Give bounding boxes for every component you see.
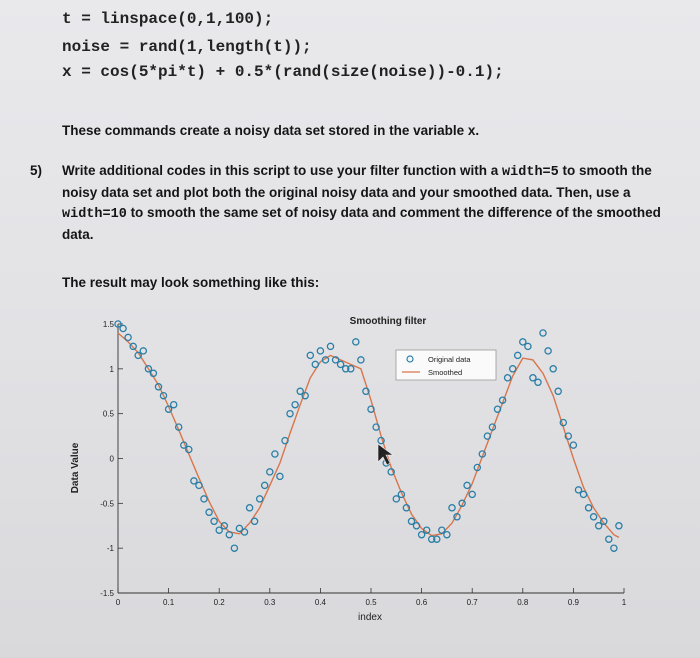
- data-point: [353, 339, 359, 345]
- data-point: [444, 532, 450, 538]
- data-point: [540, 330, 546, 336]
- x-axis-label: index: [358, 612, 382, 623]
- data-point: [591, 514, 597, 520]
- data-point: [171, 402, 177, 408]
- smoothed-line: [118, 333, 619, 537]
- x-tick-label: 0: [115, 598, 121, 607]
- x-tick-label: 0.1: [163, 598, 175, 607]
- data-point: [125, 334, 131, 340]
- data-point: [211, 518, 217, 524]
- y-tick-label: -0.5: [100, 499, 114, 509]
- data-point: [257, 496, 263, 502]
- data-point: [231, 545, 237, 551]
- data-point: [535, 379, 541, 385]
- data-point: [515, 352, 521, 358]
- data-point: [206, 509, 212, 515]
- y-tick-label: -1.5: [100, 589, 114, 598]
- width-5-code: width=5: [502, 165, 559, 180]
- code-line-3: x = cos(5*pi*t) + 0.5*(rand(size(noise))-0.1);: [62, 63, 504, 81]
- data-point: [505, 375, 511, 381]
- data-point: [201, 496, 207, 502]
- data-point: [449, 505, 455, 511]
- data-point: [580, 491, 586, 497]
- original-series: [115, 321, 622, 551]
- x-tick-label: 0.6: [416, 598, 428, 607]
- data-point: [525, 343, 531, 349]
- data-point: [140, 348, 146, 354]
- y-tick-label: 0: [109, 454, 114, 464]
- data-point: [550, 366, 556, 372]
- code-line-2: noise = rand(1,length(t));: [62, 38, 312, 56]
- data-point: [586, 505, 592, 511]
- width-10-code: width=10: [62, 207, 127, 222]
- data-point: [555, 388, 561, 394]
- legend-original-label: Original data: [428, 355, 471, 364]
- y-tick-label: 0.5: [102, 409, 114, 419]
- x-tick-label: 0.3: [264, 598, 276, 607]
- x-tick-label: 0.9: [567, 598, 579, 607]
- data-point: [120, 325, 126, 331]
- data-point: [252, 518, 258, 524]
- data-point: [413, 523, 419, 529]
- data-point: [469, 491, 475, 497]
- data-point: [267, 469, 273, 475]
- x-tick-label: 1: [621, 598, 627, 607]
- cursor-arrow-icon: [378, 444, 393, 465]
- data-point: [287, 411, 293, 417]
- legend-smoothed-label: Smoothed: [428, 368, 463, 377]
- y-tick-label: 1.5: [102, 320, 114, 329]
- chart-axes: [100, 320, 627, 607]
- x-tick-label: 0.2: [213, 598, 225, 607]
- chart-title: Smoothing filter: [349, 316, 427, 327]
- data-point: [241, 529, 247, 535]
- y-axis-label: Data Value: [70, 442, 81, 494]
- data-point: [312, 361, 318, 367]
- question-number: 5): [30, 163, 43, 178]
- x-tick-label: 0.8: [517, 598, 529, 607]
- data-point: [196, 482, 202, 488]
- x-tick-label: 0.7: [466, 598, 478, 607]
- legend: [396, 350, 496, 380]
- y-tick-label: 1: [109, 364, 114, 374]
- smoothed-series: [118, 333, 619, 537]
- data-point: [247, 505, 253, 511]
- data-point: [570, 442, 576, 448]
- data-point: [358, 357, 364, 363]
- data-point: [277, 473, 283, 479]
- data-point: [307, 352, 313, 358]
- data-point: [262, 482, 268, 488]
- data-point: [545, 348, 551, 354]
- data-point: [616, 523, 622, 529]
- data-point: [606, 536, 612, 542]
- description-text: These commands create a noisy data set stored in the variable x.: [62, 123, 480, 138]
- data-point: [317, 348, 323, 354]
- data-point: [510, 366, 516, 372]
- y-tick-label: -1: [106, 544, 114, 554]
- x-tick-label: 0.5: [365, 598, 377, 607]
- data-point: [292, 402, 298, 408]
- code-line-1: t = linspace(0,1,100);: [62, 10, 274, 28]
- question-part-3: to smooth the same set of noisy data and comment the difference of the smoothed data.: [62, 205, 661, 242]
- data-point: [611, 545, 617, 551]
- x-tick-label: 0.4: [314, 598, 326, 607]
- data-point: [272, 451, 278, 457]
- data-point: [464, 482, 470, 488]
- question-part-2: to smooth the noisy data set and plot both the original noisy data and your smoothed data. Then, use a: [62, 163, 652, 200]
- question-part-1: Write additional codes in this script to use your filter function with a: [62, 163, 503, 178]
- data-point: [327, 343, 333, 349]
- result-text: The result may look something like this:: [62, 275, 320, 290]
